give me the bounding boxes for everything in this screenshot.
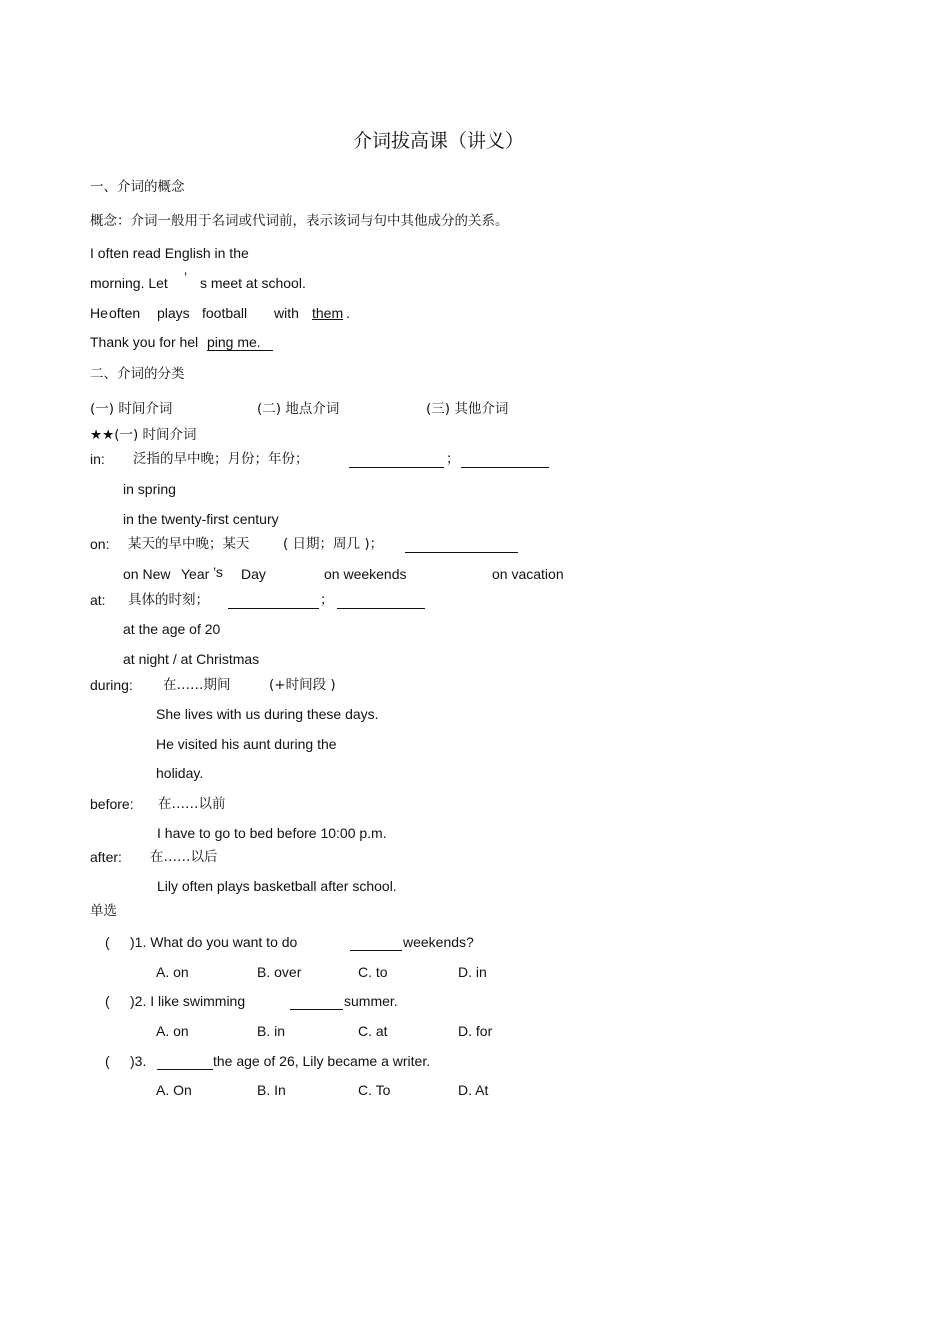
q1-option-c: C. to xyxy=(358,964,388,980)
in-blank-1 xyxy=(349,467,444,468)
example-3a: Thank you for hel xyxy=(90,334,199,350)
q2-option-d: D. for xyxy=(458,1023,493,1039)
after-example-1: Lily often plays basketball after school. xyxy=(157,878,397,894)
on-paren: ( 日期；周几 )； xyxy=(283,536,384,552)
at-blank-2 xyxy=(337,608,425,609)
at-example-2: at night / at Christmas xyxy=(123,651,260,667)
q3-option-a: A. On xyxy=(156,1082,192,1098)
example-2-them: them xyxy=(312,305,344,321)
q2-blank xyxy=(290,1009,343,1010)
q2-paren: ( xyxy=(105,993,110,1009)
at-desc: 具体的时刻； xyxy=(128,592,209,608)
section-2-heading: 二、介词的分类 xyxy=(90,366,185,382)
on-example-1a: on New xyxy=(123,566,171,582)
q3-text: )3. xyxy=(130,1053,147,1069)
on-example-1b: Year xyxy=(181,566,210,582)
concept-text: 概念：介词一般用于名词或代词前，表示该词与句中其他成分的关系。 xyxy=(90,213,509,229)
on-example-1c: ’s xyxy=(213,564,223,580)
quiz-heading: 单选 xyxy=(90,903,117,919)
example-3-underline xyxy=(207,350,273,351)
example-2-plays: plays xyxy=(157,305,190,321)
q3-option-b: B. In xyxy=(257,1082,286,1098)
example-1-line-2b: s meet at school. xyxy=(200,275,306,291)
on-label: on: xyxy=(90,536,110,552)
section-1-heading: 一、介词的概念 xyxy=(90,179,185,195)
example-2-he: He xyxy=(90,305,108,321)
q1-blank xyxy=(350,950,402,951)
q3-paren: ( xyxy=(105,1053,110,1069)
q1-after: weekends? xyxy=(403,934,474,950)
subsection-time: ★★(一) 时间介词 xyxy=(90,427,197,443)
example-1-line-2a: morning. Let xyxy=(90,275,168,291)
on-example-1d: Day xyxy=(241,566,266,582)
on-desc: 某天的早中晚；某天 xyxy=(128,536,250,552)
after-label: after: xyxy=(90,849,122,865)
before-desc: 在……以前 xyxy=(158,796,226,812)
q2-option-c: C. at xyxy=(358,1023,388,1039)
at-blank-1 xyxy=(228,608,319,609)
during-desc: 在……期间 xyxy=(163,677,231,693)
example-2-often: often xyxy=(109,305,141,321)
in-semicolon: ； xyxy=(446,451,460,467)
category-other: (三) 其他介词 xyxy=(426,401,509,417)
during-label: during: xyxy=(90,677,133,693)
during-example-1: She lives with us during these days. xyxy=(156,706,379,722)
before-label: before: xyxy=(90,796,134,812)
example-3b: ping me. xyxy=(207,334,261,350)
q3-option-d: D. At xyxy=(458,1082,489,1098)
q2-text: )2. I like swimming xyxy=(130,993,246,1009)
in-example-1: in spring xyxy=(123,481,176,497)
during-example-2a: He visited his aunt during the xyxy=(156,736,337,752)
q1-text: )1. What do you want to do xyxy=(130,934,298,950)
on-example-3: on vacation xyxy=(492,566,564,582)
on-blank xyxy=(405,552,518,553)
at-semicolon: ； xyxy=(320,592,334,608)
during-example-2b: holiday. xyxy=(156,765,204,781)
in-example-2: in the twenty-first century xyxy=(123,511,279,527)
q1-option-b: B. over xyxy=(257,964,302,980)
q2-after: summer. xyxy=(344,993,398,1009)
example-2-with: with xyxy=(274,305,299,321)
in-desc: 泛指的早中晚；月份；年份； xyxy=(133,451,309,467)
during-note: (+时间段 ) xyxy=(269,677,336,693)
q2-option-a: A. on xyxy=(156,1023,189,1039)
page-title: 介词拔高课（讲义） xyxy=(353,130,525,152)
at-example-1: at the age of 20 xyxy=(123,621,221,637)
on-example-2: on weekends xyxy=(324,566,407,582)
before-example-1: I have to go to bed before 10:00 p.m. xyxy=(157,825,387,841)
category-time: (一) 时间介词 xyxy=(90,401,173,417)
in-label: in: xyxy=(90,451,105,467)
after-desc: 在……以后 xyxy=(150,849,218,865)
q1-paren: ( xyxy=(105,934,110,950)
q1-option-d: D. in xyxy=(458,964,487,980)
q3-after: the age of 26, Lily became a writer. xyxy=(213,1053,431,1069)
q3-blank xyxy=(157,1069,213,1070)
example-1-line-1: I often read English in the xyxy=(90,245,249,261)
q2-option-b: B. in xyxy=(257,1023,286,1039)
example-1-apostrophe: ’ xyxy=(184,269,188,285)
at-label: at: xyxy=(90,592,106,608)
example-2-football: football xyxy=(202,305,248,321)
example-2-period: . xyxy=(346,305,350,321)
category-place: (二) 地点介词 xyxy=(257,401,340,417)
in-blank-2 xyxy=(461,467,549,468)
q3-option-c: C. To xyxy=(358,1082,391,1098)
q1-option-a: A. on xyxy=(156,964,189,980)
